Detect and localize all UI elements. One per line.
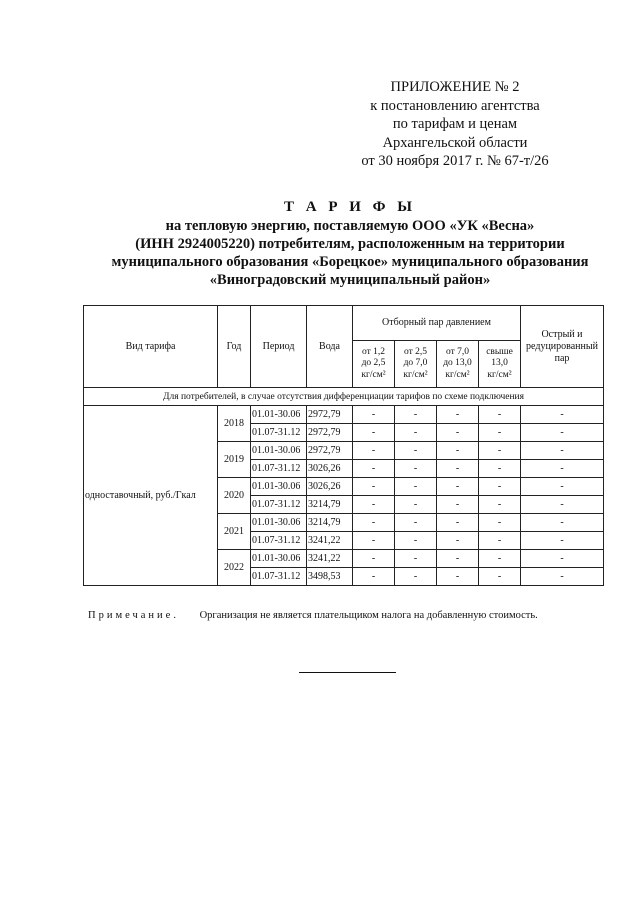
- tariff-name-cell: одноставочный, руб./Гкал: [84, 406, 218, 586]
- year-cell: 2022: [218, 550, 251, 586]
- steam-col-4-line-3: кг/см²: [487, 369, 512, 380]
- steam-value-cell: -: [479, 496, 521, 514]
- header-sharp-steam-line-3: пар: [554, 352, 570, 364]
- title-line-2: (ИНН 2924005220) потребителям, расположенным на территории: [135, 236, 565, 252]
- steam-col-1-line-3: кг/см²: [361, 369, 386, 380]
- note: [88, 610, 538, 621]
- appendix-line-3: по тарифам и ценам: [392, 116, 518, 132]
- steam-col-2-line-1: от 2,5: [403, 346, 428, 357]
- sharp-steam-value-cell: -: [521, 460, 604, 478]
- water-cell: 2972,79: [307, 406, 353, 424]
- steam-value-cell: -: [437, 406, 479, 424]
- appendix-line-2: к постановлению агентства: [370, 97, 540, 114]
- water-cell: 3241,22: [307, 550, 353, 568]
- sharp-steam-value-cell: -: [521, 532, 604, 550]
- table-row: [84, 406, 604, 424]
- steam-col-1-line-1: от 1,2: [361, 346, 386, 357]
- period-cell: 01.07-31.12: [251, 424, 307, 442]
- year-cell: 2018: [218, 406, 251, 442]
- title-line-4: «Виноградовский муниципальный район»: [209, 272, 491, 288]
- steam-col-1-line-2: до 2,5: [361, 358, 386, 369]
- header-water: Вода: [307, 306, 353, 388]
- period-cell: 01.01-30.06: [251, 406, 307, 424]
- steam-value-cell: -: [395, 442, 437, 460]
- steam-col-3-line-2: до 13,0: [443, 358, 472, 369]
- appendix-block: [330, 78, 580, 171]
- period-cell: 01.07-31.12: [251, 532, 307, 550]
- note-text: Организация не является плательщиком налога на добавленную стоимость.: [199, 610, 538, 621]
- header-steam-col-1: [353, 341, 395, 388]
- header-steam-col-4: [479, 341, 521, 388]
- water-cell: 2972,79: [307, 424, 353, 442]
- steam-value-cell: -: [479, 442, 521, 460]
- header-steam-col-3: [437, 341, 479, 388]
- period-cell: 01.07-31.12: [251, 460, 307, 478]
- steam-value-cell: -: [437, 568, 479, 586]
- steam-value-cell: -: [437, 478, 479, 496]
- steam-value-cell: -: [353, 550, 395, 568]
- steam-value-cell: -: [395, 568, 437, 586]
- appendix-line-4: Архангельской области: [382, 134, 528, 151]
- steam-value-cell: -: [437, 496, 479, 514]
- water-cell: 3026,26: [307, 460, 353, 478]
- header-steam-group: Отборный пар давлением: [353, 306, 521, 341]
- period-cell: 01.01-30.06: [251, 442, 307, 460]
- steam-value-cell: -: [353, 496, 395, 514]
- steam-value-cell: -: [437, 514, 479, 532]
- water-cell: 3214,79: [307, 496, 353, 514]
- steam-value-cell: -: [437, 442, 479, 460]
- steam-value-cell: -: [395, 496, 437, 514]
- steam-value-cell: -: [353, 406, 395, 424]
- water-cell: 3498,53: [307, 568, 353, 586]
- header-steam-col-2: [395, 341, 437, 388]
- steam-value-cell: -: [395, 514, 437, 532]
- tariffs-table: [83, 305, 604, 586]
- header-sharp-steam-line-2: редуцированный: [526, 340, 598, 352]
- water-cell: 3241,22: [307, 532, 353, 550]
- steam-value-cell: -: [479, 550, 521, 568]
- steam-value-cell: -: [353, 442, 395, 460]
- steam-value-cell: -: [353, 460, 395, 478]
- steam-col-2-line-3: кг/см²: [403, 369, 428, 380]
- sharp-steam-value-cell: -: [521, 496, 604, 514]
- steam-col-3-line-1: от 7,0: [445, 346, 470, 357]
- steam-value-cell: -: [353, 478, 395, 496]
- header-period: Период: [251, 306, 307, 388]
- steam-value-cell: -: [395, 478, 437, 496]
- steam-value-cell: -: [437, 460, 479, 478]
- steam-value-cell: -: [353, 568, 395, 586]
- steam-value-cell: -: [353, 424, 395, 442]
- span-note-row: [84, 388, 604, 406]
- steam-value-cell: -: [437, 532, 479, 550]
- steam-value-cell: -: [353, 514, 395, 532]
- steam-col-4-line-1: свыше: [486, 346, 513, 357]
- steam-value-cell: -: [395, 460, 437, 478]
- period-cell: 01.01-30.06: [251, 478, 307, 496]
- water-cell: 2972,79: [307, 442, 353, 460]
- header-row-1: [84, 306, 604, 341]
- header-year: Год: [218, 306, 251, 388]
- steam-value-cell: -: [437, 550, 479, 568]
- water-cell: 3214,79: [307, 514, 353, 532]
- title-line-1: на тепловую энергию, поставляемую ООО «УК «Весна»: [165, 218, 535, 234]
- title-heading: Т А Р И Ф Ы: [283, 199, 417, 215]
- sharp-steam-value-cell: -: [521, 550, 604, 568]
- appendix-line-5: от 30 ноября 2017 г. № 67-т/26: [361, 153, 549, 169]
- period-cell: 01.07-31.12: [251, 568, 307, 586]
- year-cell: 2020: [218, 478, 251, 514]
- steam-col-2-line-2: до 7,0: [403, 358, 428, 369]
- sharp-steam-value-cell: -: [521, 406, 604, 424]
- period-cell: 01.01-30.06: [251, 514, 307, 532]
- closing-rule: [299, 672, 396, 673]
- steam-value-cell: -: [479, 532, 521, 550]
- sharp-steam-value-cell: -: [521, 478, 604, 496]
- appendix-line-1: ПРИЛОЖЕНИЕ № 2: [390, 79, 520, 95]
- water-cell: 3026,26: [307, 478, 353, 496]
- header-sharp-steam-line-1: Острый и: [541, 328, 583, 340]
- note-label: Примечание.: [88, 610, 179, 621]
- sharp-steam-value-cell: -: [521, 424, 604, 442]
- steam-col-4-line-2: 13,0: [491, 358, 508, 369]
- steam-value-cell: -: [479, 460, 521, 478]
- sharp-steam-value-cell: -: [521, 568, 604, 586]
- period-cell: 01.01-30.06: [251, 550, 307, 568]
- steam-value-cell: -: [395, 406, 437, 424]
- steam-value-cell: -: [395, 550, 437, 568]
- year-cell: 2021: [218, 514, 251, 550]
- steam-value-cell: -: [479, 568, 521, 586]
- steam-value-cell: -: [437, 424, 479, 442]
- steam-value-cell: -: [479, 424, 521, 442]
- steam-value-cell: -: [479, 406, 521, 424]
- span-note: Для потребителей, в случае отсутствия дифференциации тарифов по схеме подключения: [84, 388, 604, 406]
- title-line-3: муниципального образования «Борецкое» муниципального образования: [111, 254, 589, 270]
- header-sharp-steam: [521, 306, 604, 388]
- title-block: [60, 198, 640, 289]
- steam-value-cell: -: [395, 532, 437, 550]
- sharp-steam-value-cell: -: [521, 514, 604, 532]
- period-cell: 01.07-31.12: [251, 496, 307, 514]
- steam-value-cell: -: [479, 478, 521, 496]
- steam-value-cell: -: [479, 514, 521, 532]
- steam-value-cell: -: [353, 532, 395, 550]
- steam-value-cell: -: [395, 424, 437, 442]
- year-cell: 2019: [218, 442, 251, 478]
- steam-col-3-line-3: кг/см²: [445, 369, 470, 380]
- header-tariff-type: Вид тарифа: [84, 306, 218, 388]
- sharp-steam-value-cell: -: [521, 442, 604, 460]
